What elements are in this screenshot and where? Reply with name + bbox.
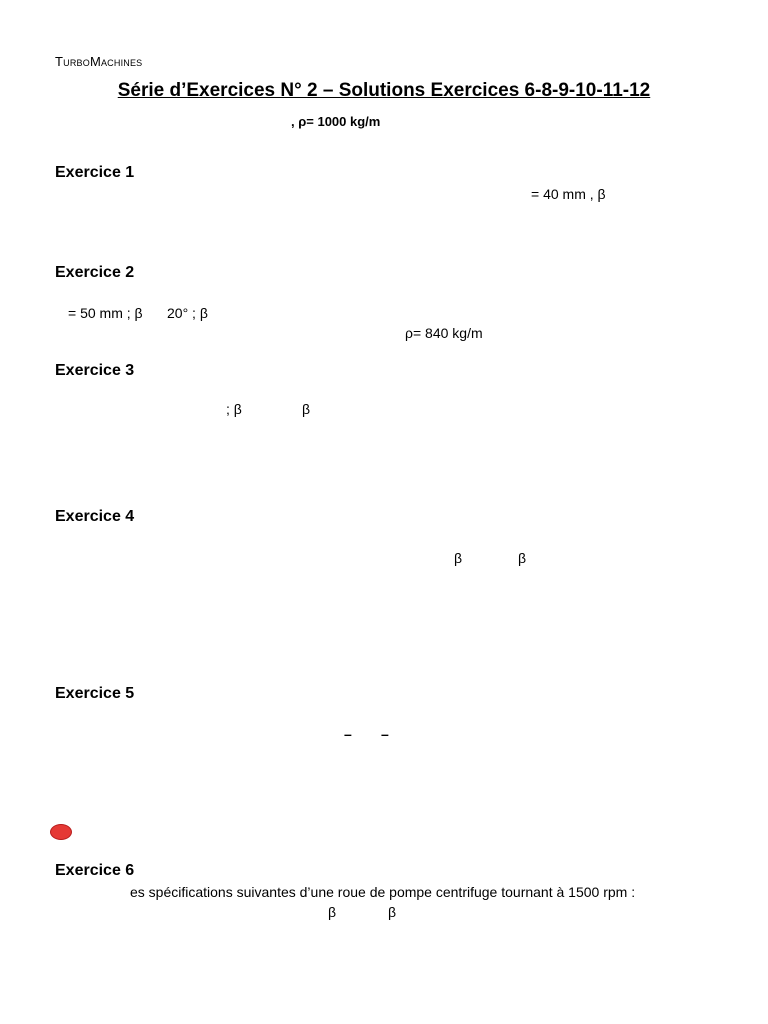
exercise-3-heading: Exercice 3	[55, 362, 135, 379]
exercise-4-fragment: β	[518, 550, 527, 566]
course-header: TurboMachines	[55, 54, 143, 69]
document-title: Série d’Exercices N° 2 – Solutions Exercices 6-8-9-10-11-12	[117, 80, 651, 101]
red-marker-dot	[50, 824, 72, 840]
exercise-3-fragment: β	[302, 401, 311, 417]
exercise-6-statement: es spécifications suivantes d’une roue de pompe centrifuge tournant à 1500 rpm :	[130, 884, 636, 900]
exercise-6-heading: Exercice 6	[55, 862, 135, 879]
exercise-2-fragment: = 50 mm ; β	[68, 305, 143, 321]
exercise-4-fragment: β	[454, 550, 463, 566]
exercise-6-fragment: β	[388, 904, 397, 920]
exercise-6-fragment: β	[328, 904, 337, 920]
density-note: , ρ= 1000 kg/m	[291, 114, 381, 129]
exercise-2-density: ρ= 840 kg/m	[405, 325, 483, 341]
exercise-5-fragment: –	[381, 726, 389, 742]
exercise-5-heading: Exercice 5	[55, 685, 135, 702]
exercise-2-heading: Exercice 2	[55, 264, 135, 281]
exercise-3-fragment: ; β	[226, 401, 242, 417]
exercise-1-heading: Exercice 1	[55, 164, 135, 181]
exercise-1-fragment: = 40 mm , β	[531, 186, 606, 202]
exercise-5-fragment: –	[344, 726, 352, 742]
exercise-4-heading: Exercice 4	[55, 508, 135, 525]
exercise-2-fragment: 20° ; β	[167, 305, 208, 321]
